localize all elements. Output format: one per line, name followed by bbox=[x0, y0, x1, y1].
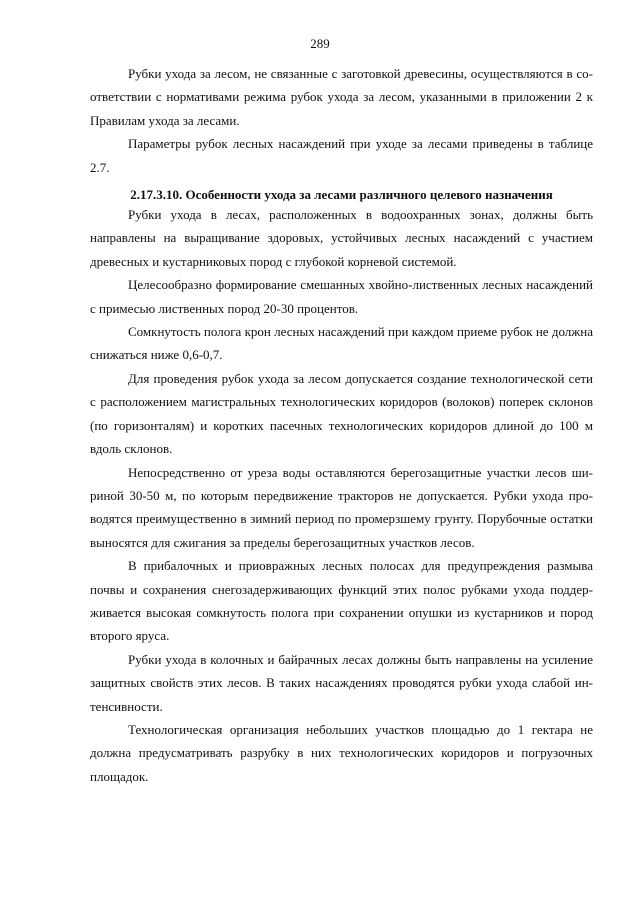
paragraph: Сомкнутость полога крон лесных насаждений при каждом приеме рубок не должна снижаться ниже 0,6-0,7. bbox=[90, 324, 593, 363]
paragraph: Рубки ухода в колочных и байрачных лесах должны быть направлены на усиление защитных свойств этих лесов. В таких насаждениях проводятся рубки ухода слабой интенсивности. bbox=[90, 651, 593, 714]
paragraph: Технологическая организация небольших участков площадью до 1 гектара не должна предусматривать разрубку в них технологических коридоров и погрузочных площадок. bbox=[90, 721, 593, 784]
paragraph: Непосредственно от уреза воды оставляются берегозащитные участки лесов шириной 30-50 м, по которым передвижение тракторов не допускается. Рубки ухода проводятся преимущественно в зимний период по промерзшему грунту. Порубочные остатки выносятся для сжигания за пределы берегозащитных участков лесов. bbox=[90, 464, 593, 550]
page-content bbox=[90, 62, 593, 788]
section-heading: 2.17.3.10. Особенности ухода за лесами различного целевого назначения bbox=[130, 187, 553, 203]
paragraph: Целесообразно формирование смешанных хвойно-лиственных лесных насаждений с примесью лиственных пород 20-30 процентов. bbox=[90, 277, 593, 316]
paragraph: В прибалочных и приовражных лесных полосах для предупреждения размыва почвы и сохранения снегозадерживающих функций этих полос рубками ухода поддерживается высокая сомкнутость полога при сохранении опушки из кустарников и пород второго яруса. bbox=[90, 558, 593, 644]
paragraph: Рубки ухода в лесах, расположенных в водоохранных зонах, должны быть направлены на выращивание здоровых, устойчивых лесных насаждений с участием древесных и кустарниковых пород с глубокой корневой системой. bbox=[90, 207, 593, 269]
paragraph: Рубки ухода за лесом, не связанные с заготовкой древесины, осуществляются в соответствии с нормативами режима рубок ухода за лесом, указанными в приложении 2 к Правилам ухода за лесами. bbox=[90, 66, 593, 128]
page-number: 289 bbox=[310, 36, 330, 51]
paragraph: Для проведения рубок ухода за лесом допускается создание технологической сети с расположением магистральных технологических коридоров (волоков) поперек склонов (по горизонталям) и коротких пасечных технологических коридоров длиной до 100 м вдоль склонов. bbox=[90, 370, 593, 457]
paragraph: Параметры рубок лесных насаждений при уходе за лесами приведены в таблице 2.7. bbox=[90, 136, 593, 175]
